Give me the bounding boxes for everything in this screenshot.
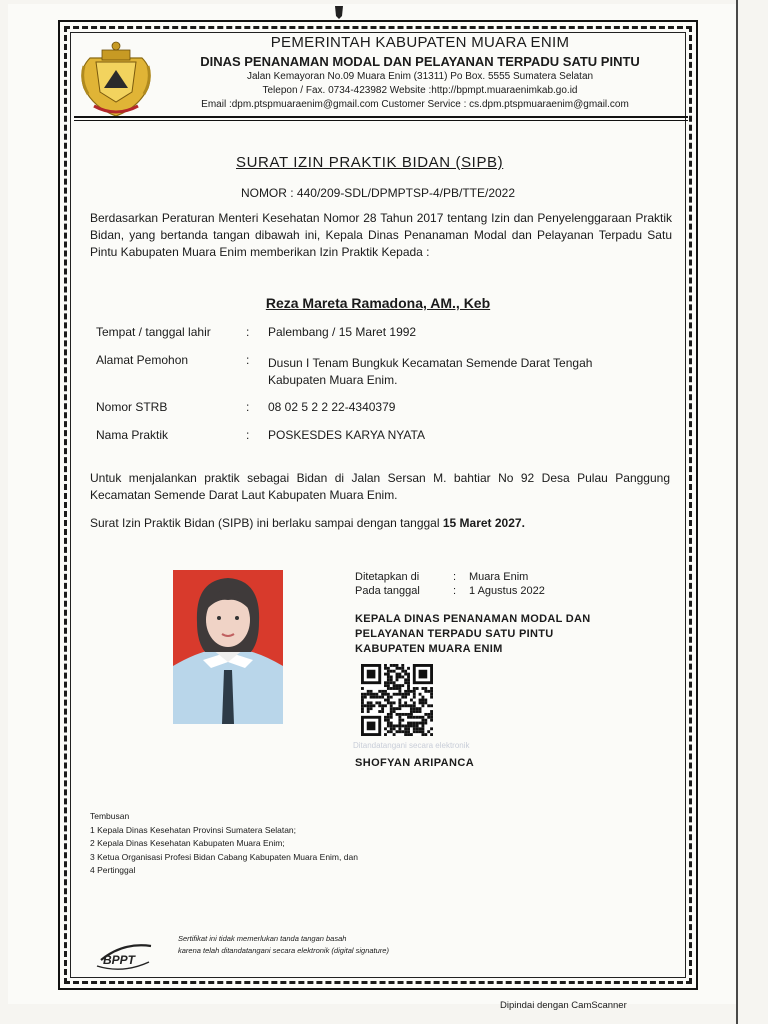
bppt-logo	[93, 940, 155, 974]
header-government: PEMERINTAH KABUPATEN MUARA ENIM	[270, 34, 570, 51]
header-address: Jalan Kemayoran No.09 Muara Enim (31311) Po Box. 5555 Sumatera Selatan	[246, 71, 594, 82]
detail-label: Alamat Pemohon	[96, 353, 189, 367]
applicant-photo	[173, 570, 283, 724]
scanner-watermark: Dipindai dengan CamScanner	[500, 1000, 627, 1011]
list-item: 4 Pertinggal	[90, 865, 136, 875]
validity-paragraph: Surat Izin Praktik Bidan (SIPB) ini berlaku sampai dengan tanggal 15 Maret 2027.	[90, 516, 525, 530]
detail-label: Nama Praktik	[96, 428, 169, 442]
detail-value: POSKESDES KARYA NYATA	[268, 428, 425, 442]
list-item: 3 Ketua Organisasi Profesi Bidan Cabang Kabupaten Muara Enim, dan	[90, 851, 358, 862]
header-email: Email :dpm.ptspmuaraenim@gmail.com Customer Service : cs.dpm.ptspmuaraenim@gmail.com	[201, 99, 629, 110]
carbon-copy-list	[90, 810, 358, 878]
qr-code	[361, 664, 433, 736]
regency-emblem-logo	[76, 36, 156, 120]
detail-row-address: Alamat Pemohon : Dusun I Tenam Bungkuk Kecamatan Semende Darat Tengah Kabupaten Muara Enim.	[96, 353, 593, 387]
recipient-name: Reza Mareta Ramadona, AM., Keb	[265, 295, 491, 311]
document-number: NOMOR : 440/209-SDL/DPMPTSP-4/PB/TTE/2022	[240, 186, 516, 200]
e-signature-note: Sertifikat ini tidak memerlukan tanda tangan basah karena telah ditandatangani secara elektronik (digital signature)	[178, 934, 389, 955]
signer-name: SHOFYAN ARIPANCA	[355, 757, 475, 769]
header-divider-thin	[74, 120, 688, 121]
detail-value: Kabupaten Muara Enim.	[268, 373, 398, 387]
qr-finder-pattern	[419, 670, 428, 679]
header-agency: DINAS PENANAMAN MODAL DAN PELAYANAN TERPADU SATU PINTU	[200, 54, 640, 69]
qr-finder-pattern	[367, 670, 376, 679]
digital-signature-note: Ditandatangani secara elektronik	[353, 741, 470, 750]
header-divider	[74, 116, 688, 118]
practice-location-paragraph: Untuk menjalankan praktik sebagai Bidan di Jalan Sersan M. bahtiar No 92 Desa Pulau Panggung Kecamatan Semende Darat Laut Kabupaten Muara Enim.	[90, 471, 670, 502]
staple-mark	[332, 4, 346, 20]
detail-value: 08 02 5 2 2 22-4340379	[268, 400, 396, 414]
set-place: Ditetapkan di : Muara Enim	[355, 571, 529, 583]
scan-edge	[736, 0, 738, 1024]
list-item: 2 Kepala Dinas Kesehatan Kabupaten Muara Enim;	[90, 838, 285, 848]
detail-label: Nomor STRB	[96, 400, 168, 414]
detail-value: Dusun I Tenam Bungkuk Kecamatan Semende Darat Tengah	[268, 356, 593, 370]
intro-paragraph: Berdasarkan Peraturan Menteri Kesehatan Nomor 28 Tahun 2017 tentang Izin dan Penyelenggaraan Praktik Bidan, yang bertanda tangan dibawah ini, Kepala Dinas Penanaman Modal dan Pelayanan Terpadu Satu Pintu Kabupaten Muara Enim memberikan Izin Praktik Kepada :	[90, 211, 672, 259]
detail-row-strb: Nomor STRB : 08 02 5 2 2 22-4340379	[96, 400, 396, 414]
signatory-title: KEPALA DINAS PENANAMAN MODAL DAN PELAYANAN TERPADU SATU PINTU KABUPATEN MUARA ENIM	[355, 613, 591, 655]
bppt-logo-text: BPPT	[103, 953, 136, 967]
set-place-value: Muara Enim	[469, 571, 529, 583]
detail-label: Tempat / tanggal lahir	[96, 325, 211, 339]
header-contact: Telepon / Fax. 0734-423982 Website :http://bpmpt.muaraenimkab.go.id	[262, 85, 578, 96]
qr-finder-pattern	[367, 722, 376, 731]
detail-value: Palembang / 15 Maret 1992	[268, 325, 417, 339]
validity-date: 15 Maret 2027.	[442, 516, 525, 530]
document-title: SURAT IZIN PRAKTIK BIDAN (SIPB)	[236, 154, 504, 171]
list-item: 1 Kepala Dinas Kesehatan Provinsi Sumatera Selatan;	[90, 824, 297, 835]
set-date: Pada tanggal : 1 Agustus 2022	[355, 585, 545, 597]
detail-row-practice: Nama Praktik : POSKESDES KARYA NYATA	[96, 428, 425, 442]
carbon-copy-title: Tembusan	[90, 811, 130, 821]
set-date-value: 1 Agustus 2022	[469, 585, 545, 597]
detail-row-birth: Tempat / tanggal lahir : Palembang / 15 Maret 1992	[96, 325, 417, 339]
